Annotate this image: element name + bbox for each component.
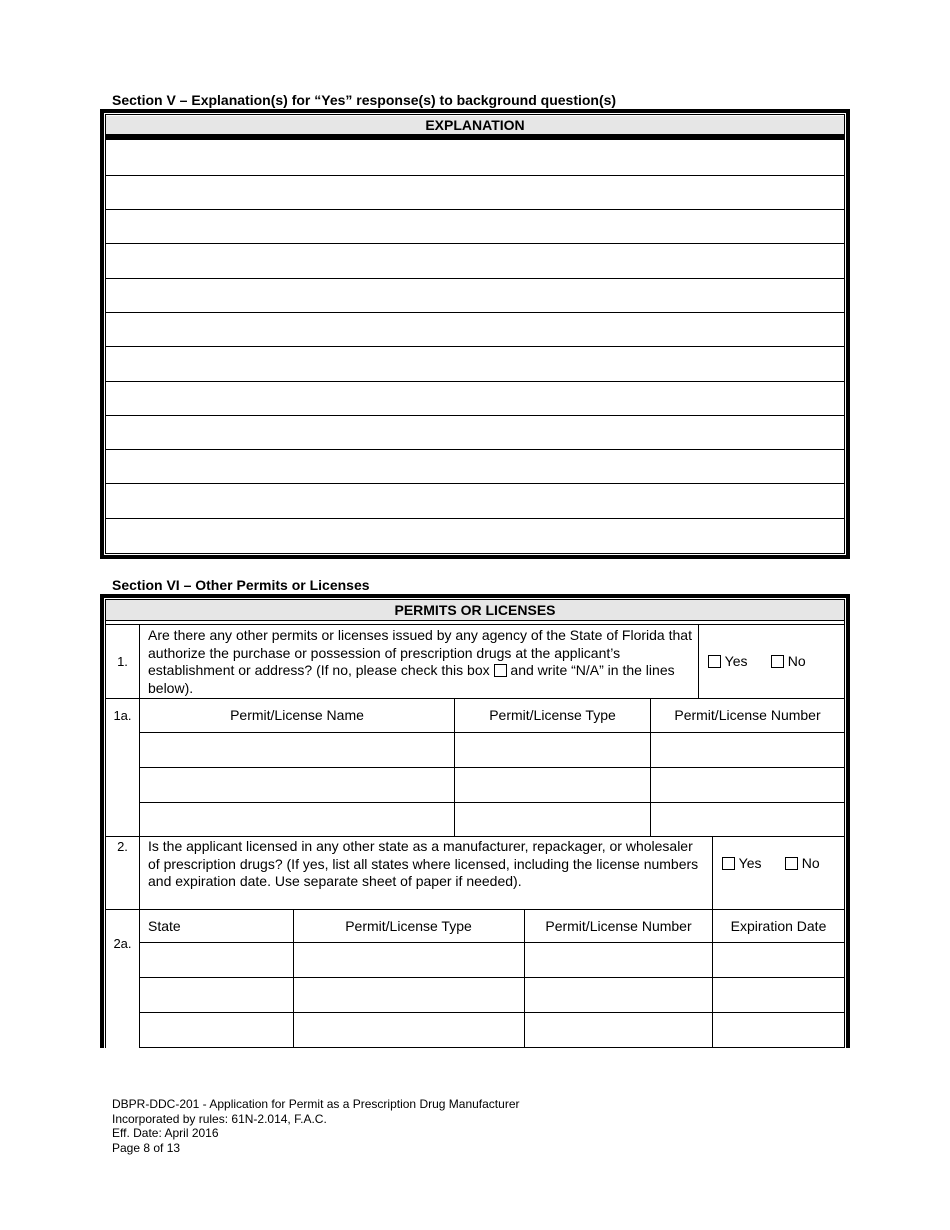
q1-no-label: No — [787, 653, 806, 669]
q1-bottom-rule — [105, 698, 845, 699]
q2a-col-expiration: Expiration Date — [730, 918, 827, 934]
q1-yes-label: Yes — [724, 653, 748, 669]
explanation-header-rule — [106, 135, 844, 140]
explanation-line[interactable] — [106, 243, 844, 244]
q2-no-label: No — [801, 855, 820, 871]
section-5-title: Section V – Explanation(s) for “Yes” response(s) to background question(s) — [112, 92, 617, 108]
explanation-line[interactable] — [106, 209, 844, 210]
q1-text: Are there any other permits or licenses issued by any agency of the State of Florida that authorize the purchase or possession of prescription drugs at the applicant’s establishment or address? (If no, please check this box and write “N/A” in the lines below). — [148, 627, 692, 696]
q2a-row-line[interactable] — [139, 1047, 845, 1048]
q2-number: 2. — [117, 839, 128, 854]
footer-eff-date: Eff. Date: April 2016 — [112, 1126, 219, 1140]
explanation-line[interactable] — [106, 483, 844, 484]
explanation-line[interactable] — [106, 381, 844, 382]
q1-answer-divider — [698, 625, 699, 698]
footer-form-id: DBPR-DDC-201 - Application for Permit as a Prescription Drug Manufacturer — [112, 1097, 520, 1111]
q2a-row-line[interactable] — [139, 977, 845, 978]
q1a-bottom-rule — [105, 836, 845, 837]
q2a-col-state: State — [148, 918, 181, 934]
permits-inner-right — [844, 599, 845, 1048]
q2a-row-line[interactable] — [139, 942, 845, 943]
explanation-header: EXPLANATION — [106, 116, 844, 135]
permits-frame-left — [100, 594, 104, 1048]
q2a-row-line[interactable] — [139, 1012, 845, 1013]
q2-bottom-rule — [105, 909, 845, 910]
q1a-col-type: Permit/License Type — [489, 707, 616, 723]
q2-no-checkbox[interactable] — [785, 857, 798, 870]
q1-number: 1. — [117, 654, 128, 669]
section-6-title: Section VI – Other Permits or Licenses — [112, 577, 370, 593]
q1-no-checkbox[interactable] — [771, 655, 784, 668]
q2a-divider-1 — [293, 910, 294, 1048]
explanation-line[interactable] — [106, 346, 844, 347]
permits-frame-top — [100, 594, 850, 598]
explanation-line[interactable] — [106, 175, 844, 176]
q1a-row-line[interactable] — [139, 732, 845, 733]
permits-header-bottom — [105, 624, 845, 625]
footer-rules: Incorporated by rules: 61N-2.014, F.A.C. — [112, 1111, 327, 1126]
explanation-line[interactable] — [106, 415, 844, 416]
permits-header: PERMITS OR LICENSES — [106, 600, 844, 621]
q2-yes-checkbox[interactable] — [722, 857, 735, 870]
q2a-divider-3 — [712, 910, 713, 1048]
footer — [112, 1097, 519, 1155]
explanation-line[interactable] — [106, 278, 844, 279]
q2-answer-divider — [712, 837, 713, 909]
q1a-row-line[interactable] — [139, 802, 845, 803]
explanation-line[interactable] — [106, 518, 844, 519]
permits-frame-right — [846, 594, 850, 1048]
q1a-col-name: Permit/License Name — [230, 707, 364, 723]
q2-text: Is the applicant licensed in any other state as a manufacturer, repackager, or wholesaler of prescription drugs? (If yes, list all states where licensed, including the license numbers and expiration date. Use separate sheet of paper if needed). — [148, 838, 699, 889]
q2a-number: 2a. — [113, 936, 132, 951]
q2a-col-type: Permit/License Type — [345, 918, 472, 934]
footer-page-number: Page 8 of 13 — [112, 1140, 181, 1155]
na-checkbox[interactable] — [494, 664, 507, 677]
q1-yes-checkbox[interactable] — [708, 655, 721, 668]
q1a-row-line[interactable] — [139, 767, 845, 768]
q1-yes-no — [708, 653, 838, 671]
explanation-line[interactable] — [106, 312, 844, 313]
explanation-line[interactable] — [106, 449, 844, 450]
q1a-number: 1a. — [113, 708, 132, 723]
q2a-divider-2 — [524, 910, 525, 1048]
q2a-col-number: Permit/License Number — [545, 918, 692, 934]
explanation-inner-border — [105, 114, 845, 554]
q2-yes-label: Yes — [738, 855, 762, 871]
q2-yes-no — [722, 855, 842, 873]
q1a-col-number: Permit/License Number — [674, 707, 821, 723]
